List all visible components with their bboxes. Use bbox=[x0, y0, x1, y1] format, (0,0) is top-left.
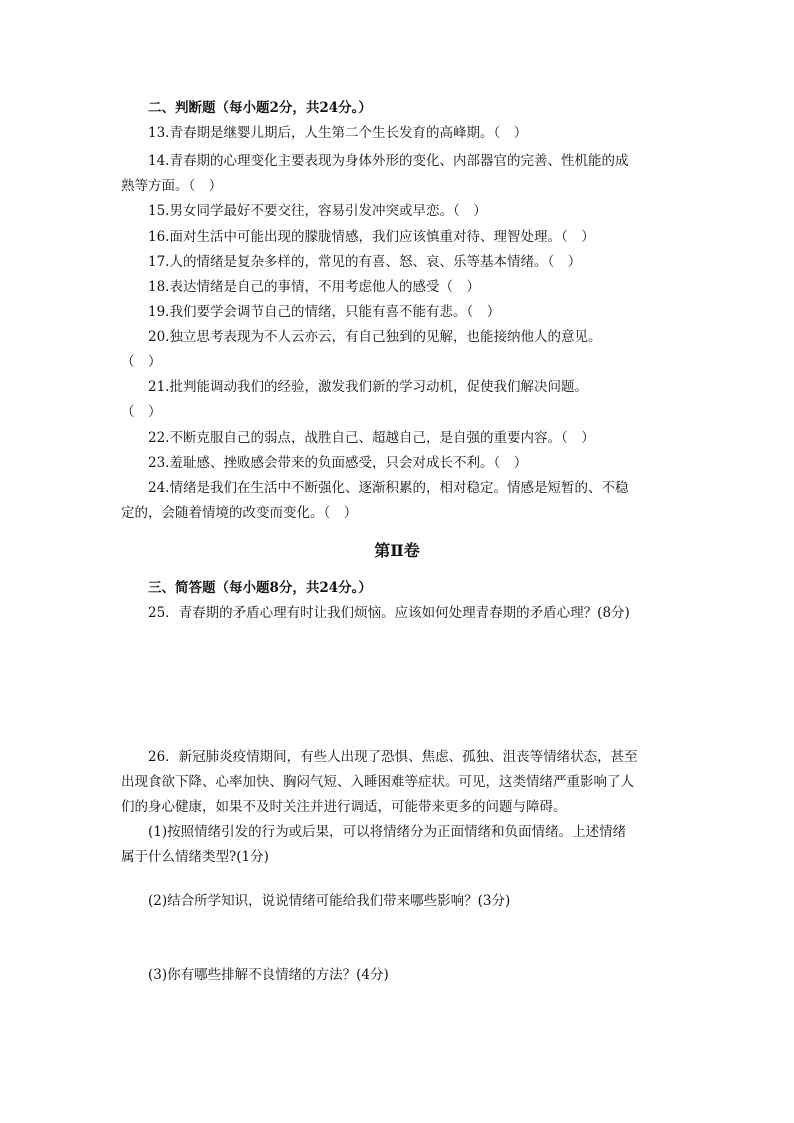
section-2-heading: 二、判断题（每小题2分，共24分。） bbox=[148, 100, 372, 116]
question-26-sub-1-line-2: 属于什么情绪类型?(1分) bbox=[121, 849, 269, 865]
question-17: 17.人的情绪是复杂多样的，常见的有喜、怒、哀、乐等基本情绪。（ ） bbox=[148, 254, 582, 270]
question-21-line-2: （ ） bbox=[121, 404, 162, 420]
section-3-heading: 三、简答题（每小题8分，共24分。） bbox=[148, 580, 372, 596]
question-24-line-1: 24.情绪是我们在生活中不断强化、逐渐积累的，相对稳定。情感是短暂的、不稳 bbox=[148, 480, 629, 496]
question-24-line-2: 定的，会随着情境的改变而变化。（ ） bbox=[121, 505, 358, 521]
question-15: 15.男女同学最好不要交往，容易引发冲突或早恋。（ ） bbox=[148, 203, 487, 219]
question-13: 13.青春期是继婴儿期后，人生第二个生长发育的高峰期。（ ） bbox=[148, 125, 528, 141]
question-14-line-1: 14.青春期的心理变化主要表现为身体外形的变化、内部器官的完善、性机能的成 bbox=[148, 153, 629, 169]
question-20-line-1: 20.独立思考表现为不人云亦云，有自己独到的见解，也能接纳他人的意见。 bbox=[148, 329, 602, 345]
question-26-line-1: 26．新冠肺炎疫情期间，有些人出现了恐惧、焦虑、孤独、沮丧等情绪状态，甚至 bbox=[148, 749, 638, 765]
question-20-line-2: （ ） bbox=[121, 354, 162, 370]
question-26-sub-1-line-1: (1)按照情绪引发的行为或后果，可以将情绪分为正面情绪和负面情绪。上述情绪 bbox=[148, 824, 627, 840]
question-26-sub-3: (3)你有哪些排解不良情绪的方法？(4分) bbox=[148, 967, 389, 983]
question-26-sub-2: (2)结合所学知识，说说情绪可能给我们带来哪些影响？(3分) bbox=[148, 893, 511, 909]
part-2-title: 第Ⅱ卷 bbox=[374, 541, 420, 560]
question-26-line-3: 们的身心健康，如果不及时关注并进行调适，可能带来更多的问题与障碍。 bbox=[121, 799, 567, 815]
question-21-line-1: 21.批判能调动我们的经验，激发我们新的学习动机，促使我们解决问题。 bbox=[148, 379, 588, 395]
question-16: 16.面对生活中可能出现的朦胧情感，我们应该慎重对待、理智处理。（ ） bbox=[148, 229, 595, 245]
question-18: 18.表达情绪是自己的事情，不用考虑他人的感受（ ） bbox=[148, 279, 480, 295]
question-19: 19.我们要学会调节自己的情绪，只能有喜不能有悲。（ ） bbox=[148, 304, 501, 320]
question-25: 25．青春期的矛盾心理有时让我们烦恼。应该如何处理青春期的矛盾心理？(8分) bbox=[148, 605, 630, 621]
question-14-line-2: 熟等方面。（ ） bbox=[121, 178, 223, 194]
question-22: 22.不断克服自己的弱点，战胜自己、超越自己，是自强的重要内容。（ ） bbox=[148, 430, 595, 446]
question-26-line-2: 出现食欲下降、心率加快、胸闷气短、入睡困难等症状。可见，这类情绪严重影响了人 bbox=[121, 774, 634, 790]
question-23: 23.羞耻感、挫败感会带来的负面感受，只会对成长不利。（ ） bbox=[148, 455, 528, 471]
